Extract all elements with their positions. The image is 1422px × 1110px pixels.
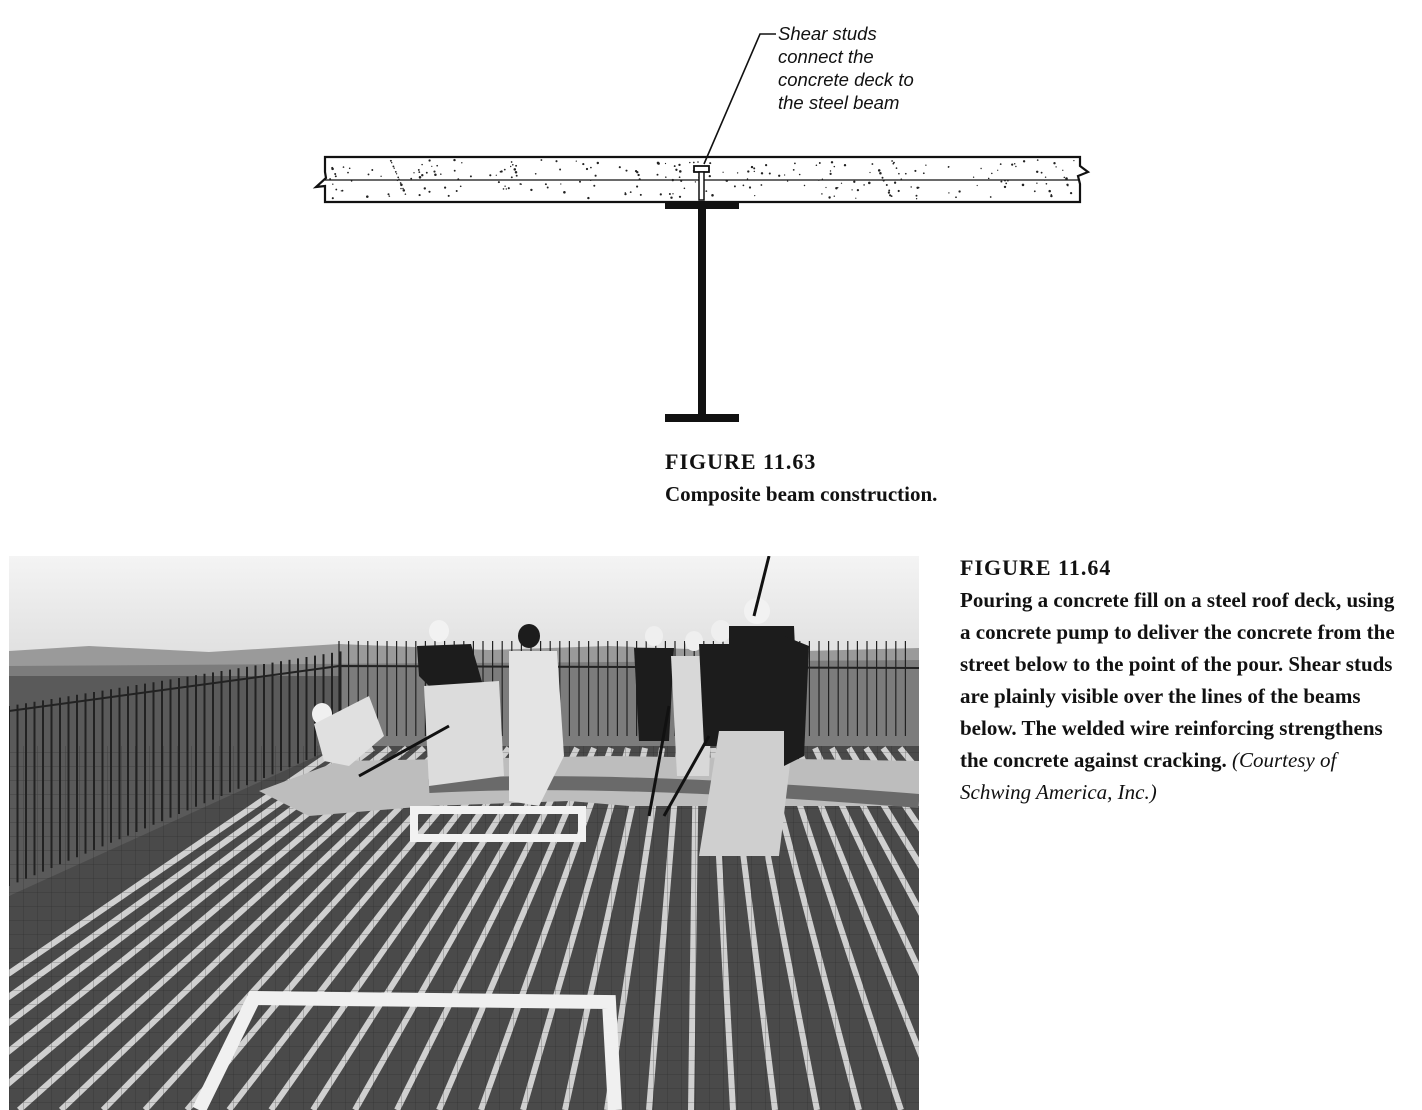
slab-aggregate-dot bbox=[1014, 163, 1016, 165]
slab-aggregate-dot bbox=[916, 187, 918, 189]
slab-aggregate-dot bbox=[371, 169, 373, 171]
slab-aggregate-dot bbox=[973, 177, 974, 178]
slab-aggregate-dot bbox=[504, 169, 506, 171]
slab-aggregate-dot bbox=[916, 195, 918, 197]
slab-aggregate-dot bbox=[883, 180, 885, 182]
slab-aggregate-dot bbox=[461, 162, 462, 163]
slab-aggregate-dot bbox=[955, 196, 957, 198]
slab-aggregate-dot bbox=[397, 177, 399, 179]
slab-aggregate-dot bbox=[436, 165, 438, 167]
figure-caption bbox=[960, 584, 1405, 808]
slab-aggregate-dot bbox=[749, 186, 751, 188]
slab-aggregate-dot bbox=[857, 189, 859, 191]
slab-aggregate-dot bbox=[657, 174, 659, 176]
slab-aggregate-dot bbox=[787, 180, 788, 181]
slab-aggregate-dot bbox=[819, 162, 821, 164]
slab-aggregate-dot bbox=[431, 166, 432, 167]
slab-aggregate-dot bbox=[844, 164, 846, 166]
slab-aggregate-dot bbox=[341, 190, 342, 191]
slab-aggregate-dot bbox=[418, 169, 420, 171]
slab-aggregate-dot bbox=[754, 195, 755, 196]
slab-aggregate-dot bbox=[990, 196, 992, 198]
slab-aggregate-dot bbox=[679, 170, 682, 173]
slab-aggregate-dot bbox=[418, 171, 420, 173]
slab-aggregate-dot bbox=[1037, 159, 1039, 161]
slab-aggregate-dot bbox=[512, 164, 514, 166]
slab-aggregate-dot bbox=[896, 167, 898, 169]
slab-aggregate-dot bbox=[889, 194, 891, 196]
slab-aggregate-dot bbox=[886, 184, 888, 186]
slab-aggregate-dot bbox=[625, 170, 627, 172]
slab-aggregate-dot bbox=[563, 191, 566, 194]
slab-aggregate-dot bbox=[504, 185, 505, 186]
slab-aggregate-dot bbox=[737, 172, 738, 173]
slab-aggregate-dot bbox=[1070, 192, 1072, 194]
slab-aggregate-dot bbox=[398, 179, 399, 180]
slab-aggregate-dot bbox=[444, 187, 446, 189]
slab-aggregate-dot bbox=[1046, 183, 1048, 185]
photo-illustration bbox=[9, 556, 919, 1110]
slab-aggregate-dot bbox=[1036, 183, 1037, 184]
slab-aggregate-dot bbox=[498, 181, 500, 183]
figure-caption: Composite beam construction. bbox=[665, 482, 938, 506]
figure-number: FIGURE 11.64 bbox=[960, 555, 1112, 580]
callout-line: connect the bbox=[778, 46, 874, 67]
slab-aggregate-dot bbox=[508, 187, 510, 189]
slab-aggregate-dot bbox=[793, 169, 795, 171]
slab-aggregate-dot bbox=[1044, 179, 1045, 180]
slab-aggregate-dot bbox=[665, 176, 667, 178]
slab-aggregate-dot bbox=[753, 167, 755, 169]
slab-aggregate-dot bbox=[582, 163, 584, 165]
slab-aggregate-dot bbox=[660, 193, 662, 195]
slab-aggregate-dot bbox=[1045, 176, 1046, 177]
figure-11-63-caption-block bbox=[665, 446, 1365, 510]
slab-aggregate-dot bbox=[689, 162, 690, 163]
slab-aggregate-dot bbox=[334, 173, 336, 175]
slab-aggregate-dot bbox=[679, 176, 681, 178]
callout-line: Shear studs bbox=[778, 23, 877, 44]
slab-aggregate-dot bbox=[784, 174, 785, 175]
slab-aggregate-dot bbox=[916, 198, 917, 199]
slab-aggregate-dot bbox=[1036, 171, 1038, 173]
slab-aggregate-dot bbox=[343, 166, 345, 168]
slab-aggregate-dot bbox=[426, 172, 428, 174]
slab-aggregate-dot bbox=[421, 174, 423, 176]
slab-aggregate-dot bbox=[1034, 190, 1036, 192]
slab-aggregate-dot bbox=[535, 173, 537, 175]
slab-aggregate-dot bbox=[453, 159, 455, 161]
slab-aggregate-dot bbox=[898, 190, 900, 192]
slab-aggregate-dot bbox=[586, 168, 588, 170]
slab-aggregate-dot bbox=[761, 172, 763, 174]
slab-aggregate-dot bbox=[821, 193, 823, 195]
slab-aggregate-dot bbox=[630, 191, 632, 193]
slab-aggregate-dot bbox=[1062, 170, 1063, 171]
slab-aggregate-dot bbox=[841, 183, 842, 184]
slab-aggregate-dot bbox=[799, 174, 801, 176]
slab-aggregate-dot bbox=[448, 195, 450, 197]
slab-aggregate-dot bbox=[868, 182, 871, 185]
slab-aggregate-dot bbox=[470, 175, 472, 177]
slab-aggregate-dot bbox=[1007, 180, 1009, 182]
slab-aggregate-dot bbox=[818, 179, 819, 180]
slab-aggregate-dot bbox=[637, 174, 639, 176]
slab-aggregate-dot bbox=[405, 193, 407, 195]
slab-aggregate-dot bbox=[679, 196, 681, 198]
slab-aggregate-dot bbox=[511, 161, 513, 163]
slab-aggregate-dot bbox=[1005, 183, 1007, 185]
slab-aggregate-dot bbox=[997, 170, 998, 171]
slab-aggregate-dot bbox=[391, 162, 392, 163]
slab-aggregate-dot bbox=[834, 195, 835, 196]
slab-aggregate-dot bbox=[1051, 194, 1053, 196]
slab-aggregate-dot bbox=[747, 178, 748, 179]
slab-aggregate-dot bbox=[761, 184, 763, 186]
slab-aggregate-dot bbox=[898, 173, 900, 175]
slab-aggregate-dot bbox=[705, 190, 707, 192]
slab-aggregate-dot bbox=[709, 162, 711, 164]
slab-aggregate-dot bbox=[853, 181, 855, 183]
slab-aggregate-dot bbox=[878, 169, 881, 172]
slab-aggregate-dot bbox=[540, 159, 542, 161]
slab-aggregate-dot bbox=[695, 181, 696, 182]
slab-aggregate-dot bbox=[722, 172, 723, 173]
slab-aggregate-dot bbox=[1023, 160, 1025, 162]
slab-aggregate-dot bbox=[684, 188, 686, 190]
slab-aggregate-dot bbox=[590, 180, 592, 182]
slab-aggregate-dot bbox=[545, 183, 547, 185]
slab-aggregate-dot bbox=[914, 170, 916, 172]
slab-aggregate-dot bbox=[743, 185, 745, 187]
slab-aggregate-dot bbox=[891, 160, 893, 162]
slab-aggregate-dot bbox=[619, 166, 621, 168]
slab-aggregate-dot bbox=[559, 169, 561, 171]
slab-aggregate-dot bbox=[888, 190, 890, 192]
slab-aggregate-dot bbox=[636, 186, 638, 188]
slab-aggregate-dot bbox=[830, 170, 831, 171]
slab-aggregate-dot bbox=[693, 162, 695, 164]
slab-aggregate-dot bbox=[851, 189, 852, 190]
slab-aggregate-dot bbox=[460, 185, 462, 187]
slab-aggregate-dot bbox=[576, 160, 577, 161]
slab-aggregate-dot bbox=[678, 164, 680, 166]
slab-aggregate-dot bbox=[547, 187, 549, 189]
slab-aggregate-dot bbox=[433, 171, 435, 173]
slab-aggregate-dot bbox=[590, 167, 592, 169]
slab-aggregate-dot bbox=[925, 165, 926, 166]
slab-aggregate-dot bbox=[515, 165, 517, 167]
slab-aggregate-dot bbox=[1000, 163, 1002, 165]
slab-aggregate-dot bbox=[397, 180, 399, 182]
slab-aggregate-dot bbox=[831, 161, 833, 163]
slab-aggregate-dot bbox=[428, 191, 430, 193]
slab-aggregate-dot bbox=[892, 163, 894, 165]
slab-aggregate-dot bbox=[1053, 162, 1055, 164]
slab-aggregate-dot bbox=[597, 162, 599, 164]
slab-aggregate-dot bbox=[910, 186, 911, 187]
slab-aggregate-dot bbox=[579, 181, 581, 183]
slab-aggregate-dot bbox=[988, 178, 990, 180]
slab-aggregate-dot bbox=[456, 190, 458, 192]
slab-aggregate-dot bbox=[879, 172, 882, 175]
slab-aggregate-dot bbox=[923, 172, 925, 174]
slab-aggregate-dot bbox=[888, 191, 890, 193]
figure-11-64-caption-block bbox=[960, 552, 1405, 808]
slab-aggregate-dot bbox=[778, 175, 780, 177]
slab-aggregate-dot bbox=[825, 187, 826, 188]
slab-aggregate-dot bbox=[669, 193, 671, 195]
slab-aggregate-dot bbox=[368, 173, 370, 175]
slab-aggregate-dot bbox=[496, 175, 497, 176]
slab-aggregate-dot bbox=[905, 173, 907, 175]
concrete-pour-photo bbox=[9, 556, 919, 1110]
slab-aggregate-dot bbox=[489, 174, 491, 176]
slab-aggregate-dot bbox=[640, 194, 642, 196]
slab-aggregate-dot bbox=[672, 193, 673, 194]
slab-aggregate-dot bbox=[816, 165, 818, 167]
slab-aggregate-dot bbox=[1065, 177, 1068, 180]
slab-aggregate-dot bbox=[329, 178, 331, 180]
slab-aggregate-dot bbox=[457, 178, 459, 180]
slab-aggregate-dot bbox=[670, 196, 672, 198]
slab-aggregate-dot bbox=[711, 194, 714, 197]
slab-aggregate-dot bbox=[530, 189, 532, 191]
slab-aggregate-dot bbox=[869, 172, 870, 173]
slab-aggregate-dot bbox=[754, 171, 755, 172]
slab-aggregate-dot bbox=[948, 166, 950, 168]
slab-aggregate-dot bbox=[419, 194, 421, 196]
slab-aggregate-dot bbox=[593, 185, 595, 187]
slab-aggregate-dot bbox=[454, 170, 456, 172]
slab-aggregate-dot bbox=[709, 175, 711, 177]
slab-aggregate-dot bbox=[871, 163, 873, 165]
callout-line: concrete deck to bbox=[778, 69, 914, 90]
slab-aggregate-dot bbox=[675, 169, 677, 171]
slab-aggregate-dot bbox=[392, 165, 394, 167]
slab-aggregate-dot bbox=[829, 173, 831, 175]
slab-aggregate-dot bbox=[977, 185, 978, 186]
slab-aggregate-dot bbox=[560, 183, 561, 184]
slab-aggregate-dot bbox=[428, 159, 430, 161]
slab-aggregate-dot bbox=[419, 176, 422, 179]
slab-aggregate-dot bbox=[402, 188, 404, 190]
slab-aggregate-dot bbox=[1000, 181, 1002, 183]
slab-aggregate-dot bbox=[332, 184, 333, 185]
slab-aggregate-dot bbox=[1048, 190, 1051, 193]
slab-aggregate-dot bbox=[434, 173, 437, 176]
slab-aggregate-dot bbox=[510, 166, 511, 167]
slab-aggregate-dot bbox=[440, 173, 442, 175]
slab-aggregate-dot bbox=[1011, 164, 1013, 166]
slab-aggregate-dot bbox=[680, 180, 682, 182]
slab-aggregate-dot bbox=[1015, 166, 1016, 167]
slab-aggregate-dot bbox=[349, 168, 351, 170]
slab-aggregate-dot bbox=[390, 160, 392, 162]
slab-aggregate-dot bbox=[521, 184, 522, 185]
callout-leader-line bbox=[704, 34, 776, 164]
slab-aggregate-dot bbox=[424, 187, 426, 189]
slab-aggregate-dot bbox=[503, 188, 505, 190]
slab-aggregate-dot bbox=[769, 172, 771, 174]
slab-aggregate-dot bbox=[657, 162, 660, 165]
slab-aggregate-dot bbox=[366, 195, 369, 198]
slab-aggregate-dot bbox=[751, 166, 753, 168]
slab-aggregate-dot bbox=[595, 175, 597, 177]
slab-aggregate-dot bbox=[413, 172, 414, 173]
slab-aggregate-dot bbox=[335, 175, 337, 177]
slab-aggregate-dot bbox=[403, 189, 406, 192]
slab-aggregate-dot bbox=[380, 176, 381, 177]
slab-aggregate-dot bbox=[335, 189, 337, 191]
slab-aggregate-dot bbox=[1064, 177, 1066, 179]
slab-aggregate-dot bbox=[389, 195, 391, 197]
slab-aggregate-dot bbox=[421, 164, 422, 165]
slab-aggregate-dot bbox=[636, 171, 638, 173]
slab-aggregate-dot bbox=[516, 175, 518, 177]
slab-aggregate-dot bbox=[794, 163, 796, 165]
slab-aggregate-dot bbox=[1067, 185, 1068, 186]
slab-aggregate-dot bbox=[347, 172, 349, 174]
slab-aggregate-dot bbox=[958, 190, 960, 192]
slab-aggregate-dot bbox=[822, 179, 823, 180]
shear-stud-callout bbox=[778, 22, 978, 114]
slab-aggregate-dot bbox=[500, 171, 502, 173]
slab-aggregate-dot bbox=[1055, 166, 1056, 167]
slab-aggregate-dot bbox=[948, 192, 949, 193]
slab-aggregate-dot bbox=[828, 196, 830, 198]
slab-aggregate-dot bbox=[351, 180, 353, 182]
slab-aggregate-dot bbox=[665, 163, 666, 164]
steel-i-beam bbox=[665, 202, 739, 422]
slab-aggregate-dot bbox=[674, 165, 676, 167]
slab-aggregate-dot bbox=[804, 185, 805, 186]
slab-aggregate-dot bbox=[395, 171, 397, 173]
slab-aggregate-dot bbox=[1073, 160, 1074, 161]
slab-aggregate-dot bbox=[855, 198, 856, 199]
slab-aggregate-dot bbox=[835, 187, 837, 189]
slab-aggregate-dot bbox=[332, 197, 334, 199]
slab-aggregate-dot bbox=[882, 177, 884, 179]
slab-aggregate-dot bbox=[624, 193, 626, 195]
slab-aggregate-dot bbox=[394, 168, 395, 169]
slab-aggregate-dot bbox=[587, 197, 589, 199]
slab-aggregate-dot bbox=[697, 161, 699, 163]
slab-aggregate-dot bbox=[331, 168, 334, 171]
slab-aggregate-dot bbox=[1004, 180, 1006, 182]
slab-aggregate-dot bbox=[400, 188, 401, 189]
slab-aggregate-dot bbox=[734, 185, 736, 187]
slab-aggregate-dot bbox=[747, 170, 749, 172]
callout-line: the steel beam bbox=[778, 92, 900, 113]
slab-aggregate-dot bbox=[387, 193, 389, 195]
slab-aggregate-dot bbox=[400, 184, 403, 187]
slab-aggregate-dot bbox=[511, 176, 513, 178]
slab-aggregate-dot bbox=[1041, 172, 1043, 174]
slab-aggregate-dot bbox=[834, 166, 835, 167]
caption-text: Pouring a concrete fill on a steel roof deck, using a concrete pump to deliver the concrete from the street below to the point of the pour. Shear studs are plainly visible over the lines of the beams below. The welded wire reinforcing strengthens the concrete against cracking. bbox=[960, 588, 1395, 772]
slab-aggregate-dot bbox=[765, 164, 767, 166]
slab-aggregate-dot bbox=[901, 178, 903, 180]
slab-aggregate-dot bbox=[1004, 186, 1006, 188]
slab-aggregate-dot bbox=[672, 179, 674, 181]
slab-aggregate-dot bbox=[639, 178, 641, 180]
figure-number: FIGURE 11.63 bbox=[665, 449, 817, 474]
slab-aggregate-dot bbox=[396, 173, 397, 174]
slab-aggregate-dot bbox=[514, 168, 517, 171]
slab-aggregate-dot bbox=[894, 182, 896, 184]
slab-aggregate-dot bbox=[506, 188, 507, 189]
slab-aggregate-dot bbox=[515, 171, 518, 174]
slab-aggregate-dot bbox=[980, 168, 981, 169]
slab-aggregate-dot bbox=[410, 178, 412, 180]
photo-credit: (Courtesy of Schwing America, Inc.) bbox=[960, 748, 1337, 804]
slab-aggregate-dot bbox=[1022, 184, 1025, 187]
slab-aggregate-dot bbox=[991, 173, 993, 175]
slab-aggregate-dot bbox=[726, 179, 729, 182]
slab-aggregate-dot bbox=[555, 160, 557, 162]
slab-aggregate-dot bbox=[863, 184, 865, 186]
